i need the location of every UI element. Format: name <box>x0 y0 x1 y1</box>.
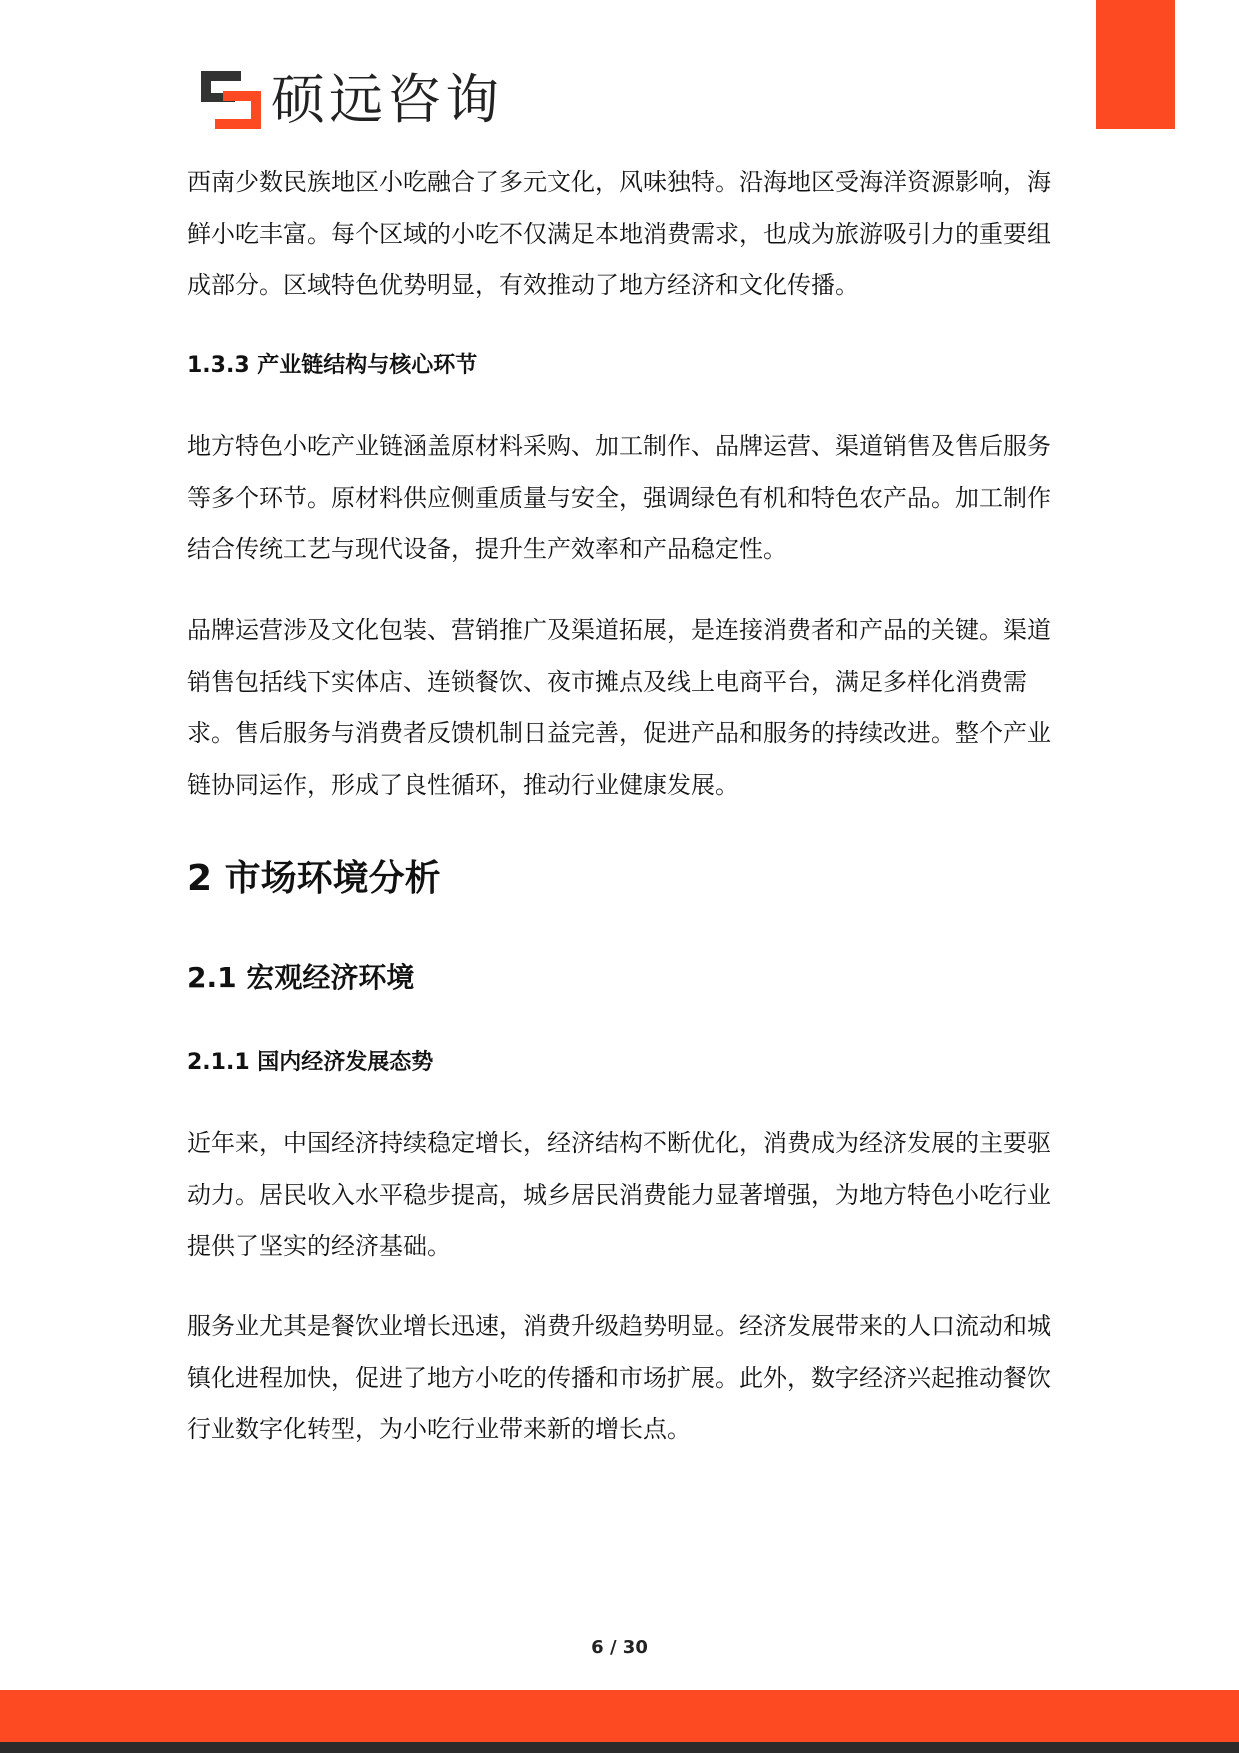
brand-logo <box>201 70 503 130</box>
sy-brand-mark-icon <box>201 71 261 129</box>
section-heading-2-1-1: 2.1.1 国内经济发展态势 <box>187 1050 434 1075</box>
paragraph-brand-operation: 品牌运营涉及文化包装、营销推广及渠道拓展，是连接消费者和产品的关键。渠道销售包括线下实体店、连锁餐饮、夜市摊点及线上电商平台，满足多样化消费需求。售后服务与消费者反馈机制日益完善，促进产品和服务的持续改进。整个产业链协同运作，形成了良性循环，推动行业健康发展。 <box>187 616 1051 799</box>
footer-dark-strip <box>0 1742 1239 1753</box>
page-number: 6 / 30 <box>591 1637 648 1658</box>
intro-paragraph: 西南少数民族地区小吃融合了多元文化，风味独特。沿海地区受海洋资源影响，海鲜小吃丰富。每个区域的小吃不仅满足本地消费需求，也成为旅游吸引力的重要组成部分。区域特色优势明显，有效推动了地方经济和文化传播。 <box>187 168 1051 299</box>
brand-name: 硕远咨询 <box>271 68 503 131</box>
paragraph-economy-growth: 近年来，中国经济持续稳定增长，经济结构不断优化，消费成为经济发展的主要驱动力。居民收入水平稳步提高，城乡居民消费能力显著增强，为地方特色小吃行业提供了坚实的经济基础。 <box>187 1129 1051 1260</box>
footer-accent-bar <box>0 1690 1239 1742</box>
paragraph-service-industry: 服务业尤其是餐饮业增长迅速，消费升级趋势明显。经济发展带来的人口流动和城镇化进程加快，促进了地方小吃的传播和市场扩展。此外，数字经济兴起推动餐饮行业数字化转型，为小吃行业带来新的增长点。 <box>187 1312 1051 1443</box>
section-heading-1-3-3: 1.3.3 产业链结构与核心环节 <box>187 353 478 378</box>
corner-accent-tab <box>1096 0 1175 129</box>
paragraph-industry-chain: 地方特色小吃产业链涵盖原材料采购、加工制作、品牌运营、渠道销售及售后服务等多个环节。原材料供应侧重质量与安全，强调绿色有机和特色农产品。加工制作结合传统工艺与现代设备，提升生产效率和产品稳定性。 <box>187 432 1051 563</box>
section-heading-2-1: 2.1 宏观经济环境 <box>187 961 415 994</box>
chapter-heading-2: 2 市场环境分析 <box>187 858 441 899</box>
